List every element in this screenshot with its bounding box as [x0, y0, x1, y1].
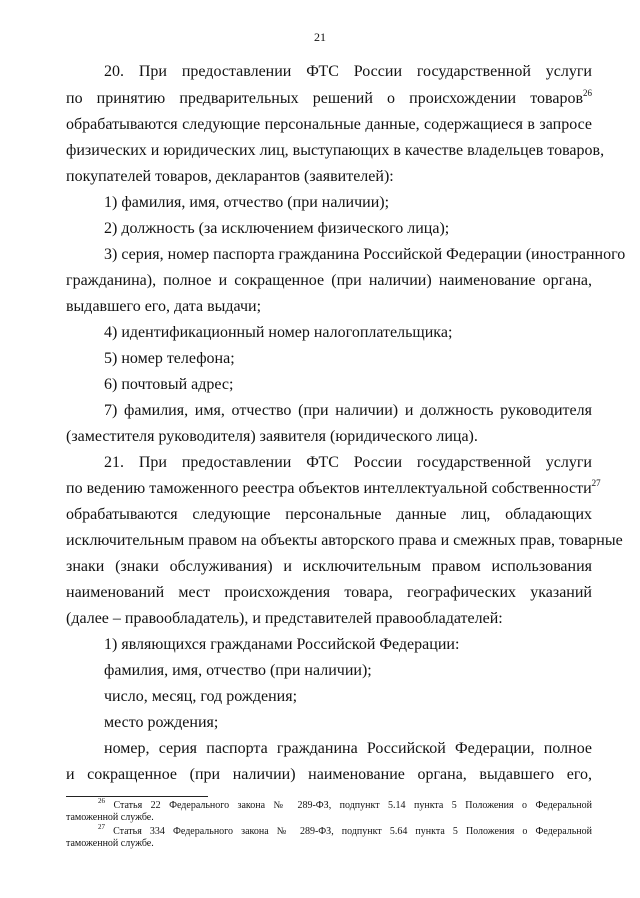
paragraph-21-line-1: 21. При предоставлении ФТС России государственной услуги — [104, 454, 592, 471]
footnote-27-line-1: $^{27}$ Статья 334 Федерального закона № 289-ФЗ, подпункт 5.64 пункта 5 Положения о Федеральной — [98, 823, 592, 837]
paragraph-21-line-5: знаки (знаки обслуживания) и исключительным правом использования — [66, 558, 592, 575]
footnote-26-line-1: $^{26}$ Статья 22 Федерального закона № 289-ФЗ, подпункт 5.14 пункта 5 Положения о Федеральной — [98, 797, 592, 811]
footnote-mark-27: 27 — [98, 823, 105, 831]
list-20-item-7-line-1: 7) фамилия, имя, отчество (при наличии) и должность руководителя — [104, 402, 592, 419]
list-21-subitem-4-line-2: и сокращенное (при наличии) наименование органа, выдавшего его, — [66, 766, 592, 783]
footnote-mark-26: 26 — [98, 797, 105, 805]
list-21-item-1: 1) являющихся гражданами Российской Федерации: — [104, 636, 460, 653]
footnote-ref-26: 26 — [583, 88, 592, 98]
paragraph-21-line-4: исключительным правом на объекты авторского права и смежных прав, товарные — [66, 532, 623, 549]
footnote-27-line-2: таможенной службе. — [66, 838, 154, 849]
list-20-item-7-line-2: (заместителя руководителя) заявителя (юридического лица). — [66, 428, 478, 445]
list-20-item-5: 5) номер телефона; — [104, 350, 235, 367]
paragraph-21-line-3: обрабатываются следующие персональные данные лиц, обладающих — [66, 506, 592, 523]
list-20-item-3-line-1: 3) серия, номер паспорта гражданина Российской Федерации (иностранного — [104, 246, 626, 263]
list-21-subitem-4-line-1: номер, серия паспорта гражданина Российской Федерации, полное — [104, 740, 592, 757]
list-20-item-2: 2) должность (за исключением физического лица); — [104, 220, 450, 237]
paragraph-20-line-4: физических и юридических лиц, выступающих в качестве владельцев товаров, — [66, 142, 605, 159]
list-20-item-4: 4) идентификационный номер налогоплательщика; — [104, 324, 453, 341]
paragraph-20-line-3: обрабатываются следующие персональные данные, содержащиеся в запросе — [66, 116, 592, 133]
list-20-item-1: 1) фамилия, имя, отчество (при наличии); — [104, 194, 390, 211]
paragraph-21-line-2: по ведению таможенного реестра объектов интеллектуальной собственности$^{27}$ — [66, 478, 601, 497]
paragraph-21-line-6: наименований мест происхождения товара, географических указаний — [66, 584, 592, 601]
paragraph-21-line-7: (далее – правообладатель), и представителей правообладателей: — [66, 610, 503, 627]
list-20-item-3-line-2: гражданина), полное и сокращенное (при наличии) наименование органа, — [66, 272, 592, 289]
list-21-subitem-3: место рождения; — [104, 714, 219, 731]
footnote-separator — [66, 796, 208, 797]
list-20-item-3-line-3: выдавшего его, дата выдачи; — [66, 298, 262, 315]
footnote-ref-27: 27 — [591, 478, 601, 488]
paragraph-20-line-1: 20. При предоставлении ФТС России государственной услуги — [104, 63, 592, 80]
list-21-subitem-2: число, месяц, год рождения; — [104, 688, 298, 705]
list-20-item-6: 6) почтовый адрес; — [104, 376, 234, 393]
footnote-26-line-2: таможенной службе. — [66, 812, 154, 823]
list-21-subitem-1: фамилия, имя, отчество (при наличии); — [104, 662, 372, 679]
paragraph-20-line-2: по принятию предварительных решений о происхождении товаров$^{26}$ — [66, 88, 592, 107]
paragraph-20-line-5: покупателей товаров, декларантов (заявителей): — [66, 168, 394, 185]
page-number: 21 — [314, 30, 326, 44]
